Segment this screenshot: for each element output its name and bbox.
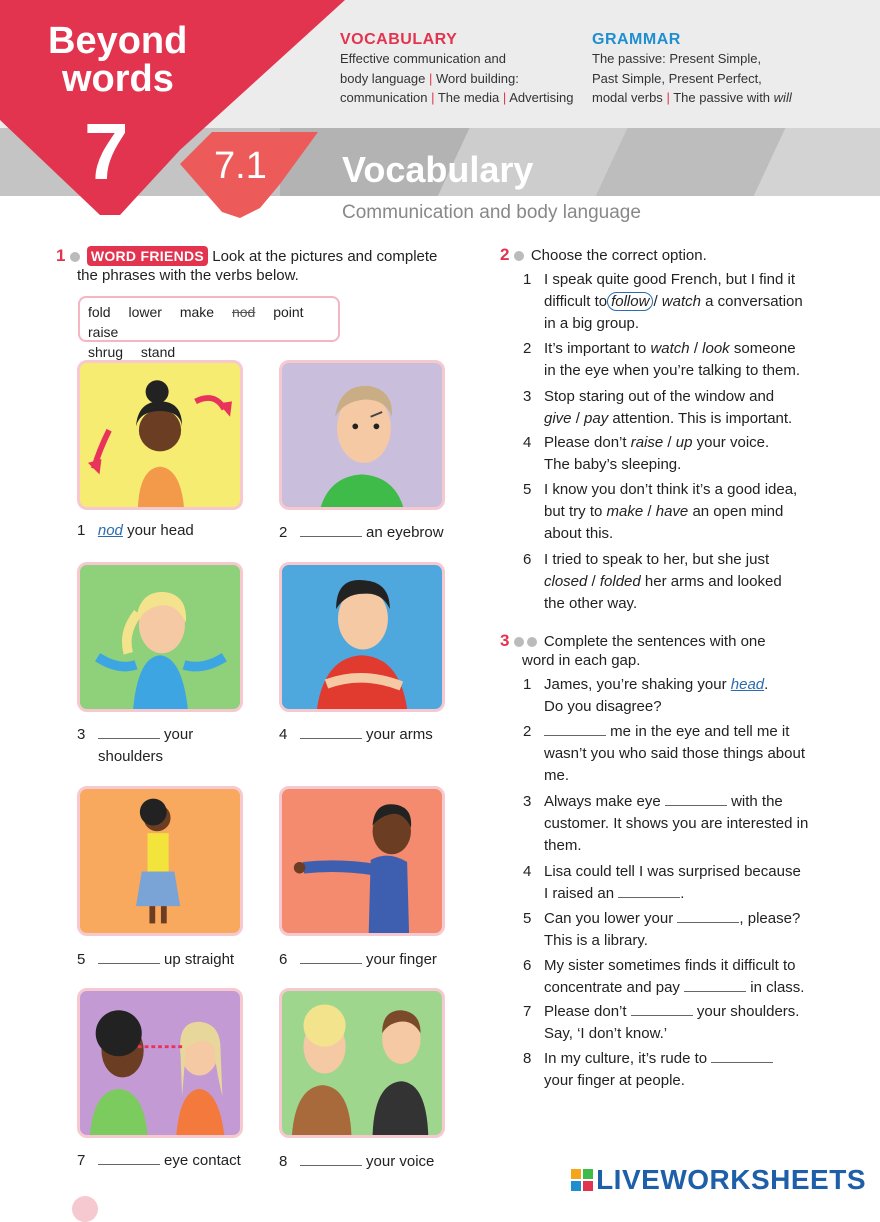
ex1-instruction-b: the phrases with the verbs below. bbox=[77, 267, 299, 284]
item-text: This is a library. bbox=[544, 932, 648, 949]
item-number: 2 bbox=[523, 723, 532, 740]
separator: | bbox=[502, 90, 507, 105]
word-lower: lower bbox=[128, 304, 162, 320]
answer-blank[interactable] bbox=[300, 950, 362, 964]
caption-number: 7 bbox=[77, 1152, 86, 1169]
item-text-part: Can you lower your bbox=[544, 910, 674, 927]
item-text: in the eye when you’re talking to them. bbox=[544, 362, 800, 379]
grammar-summary bbox=[592, 31, 842, 108]
item-text bbox=[544, 883, 834, 905]
item-text-part: her arms and looked bbox=[644, 573, 782, 590]
word-box bbox=[78, 296, 340, 360]
lesson-title: Vocabulary bbox=[342, 149, 534, 190]
option-raise[interactable]: raise bbox=[630, 434, 664, 451]
option-have[interactable]: have bbox=[655, 503, 689, 520]
item-text: My sister sometimes finds it difficult to bbox=[544, 957, 796, 974]
item-text-part: , please? bbox=[739, 910, 801, 927]
ex1-instruction bbox=[56, 246, 476, 267]
caption-text: your voice bbox=[366, 1153, 435, 1170]
grammar-topic: The passive with bbox=[673, 90, 771, 105]
difficulty-dot bbox=[527, 637, 537, 647]
item-text bbox=[544, 408, 834, 430]
grammar-body bbox=[592, 49, 842, 108]
vocab-line3 bbox=[340, 88, 580, 108]
vocab-topic: Word building: bbox=[435, 70, 519, 86]
caption-number: 5 bbox=[77, 951, 86, 968]
item-text: in a big group. bbox=[544, 315, 640, 332]
vocabulary-body bbox=[340, 49, 580, 108]
picture-lower-voice bbox=[279, 988, 445, 1138]
item-text: about this. bbox=[544, 525, 614, 542]
picture-eyebrow bbox=[279, 360, 445, 510]
item-text-part: I raised an bbox=[544, 885, 615, 902]
picture-stand-up-straight bbox=[77, 786, 243, 936]
brand-line2: words bbox=[62, 58, 174, 100]
answer-head[interactable]: head bbox=[730, 676, 765, 693]
ex2-instruction-text: Choose the correct option. bbox=[530, 247, 707, 264]
item-text bbox=[544, 674, 834, 696]
item-number: 1 bbox=[523, 676, 532, 693]
picture-point-finger bbox=[279, 786, 445, 936]
option-watch[interactable]: watch bbox=[650, 340, 690, 357]
item-text: Do you disagree? bbox=[544, 698, 662, 715]
ex2-item-6 bbox=[523, 549, 834, 615]
ex3-item-2 bbox=[523, 721, 844, 787]
ex1-number: 1 bbox=[56, 246, 66, 265]
option-folded[interactable]: folded bbox=[599, 573, 641, 590]
option-up[interactable]: up bbox=[675, 434, 693, 451]
ex3-item-4 bbox=[523, 861, 834, 905]
item-text: the other way. bbox=[544, 595, 638, 612]
item-text bbox=[544, 291, 834, 313]
item-number: 4 bbox=[523, 434, 532, 451]
answer-blank[interactable] bbox=[544, 722, 606, 736]
caption-number: 2 bbox=[279, 524, 288, 541]
item-text bbox=[544, 1001, 834, 1023]
item-number: 6 bbox=[523, 551, 532, 568]
caption-2 bbox=[279, 522, 459, 544]
ex3-item-3 bbox=[523, 791, 844, 857]
item-text bbox=[544, 977, 834, 999]
caption-text: your bbox=[164, 726, 194, 743]
brand-line1: Beyond bbox=[48, 20, 188, 62]
lesson-number: 7.1 bbox=[214, 145, 267, 187]
item-text-part: with the bbox=[731, 793, 783, 810]
item-number: 4 bbox=[523, 863, 532, 880]
item-text: I tried to speak to her, but she just bbox=[544, 551, 770, 568]
ex2-number: 2 bbox=[500, 245, 510, 264]
option-slash: / bbox=[653, 293, 658, 310]
option-look[interactable]: look bbox=[702, 340, 730, 357]
word-make: make bbox=[179, 304, 215, 320]
vocabulary-heading: VOCABULARY bbox=[340, 31, 458, 48]
item-text-part: Please don’t bbox=[544, 1003, 627, 1020]
caption-number: 6 bbox=[279, 951, 288, 968]
ex3-number: 3 bbox=[500, 631, 510, 650]
option-slash: / bbox=[647, 503, 652, 520]
item-text-part: . bbox=[680, 885, 685, 902]
picture-fold-arms bbox=[279, 562, 445, 712]
ex3-item-7 bbox=[523, 1001, 834, 1045]
answer-blank[interactable] bbox=[300, 1152, 362, 1166]
item-number: 2 bbox=[523, 340, 532, 357]
ex2-item-2 bbox=[523, 338, 834, 382]
item-number: 1 bbox=[523, 271, 532, 288]
picture-eye-contact bbox=[77, 988, 243, 1138]
brand-title bbox=[48, 22, 208, 98]
liveworksheets-logo[interactable] bbox=[571, 1164, 866, 1196]
caption-1 bbox=[77, 520, 257, 542]
item-number: 5 bbox=[523, 910, 532, 927]
vocab-topic: communication bbox=[340, 90, 428, 105]
caption-text: an eyebrow bbox=[366, 524, 444, 541]
item-text-part: your shoulders. bbox=[696, 1003, 800, 1020]
separator: | bbox=[428, 70, 433, 86]
answer-blank[interactable] bbox=[98, 725, 160, 739]
word-fold: fold bbox=[88, 304, 111, 320]
item-text bbox=[544, 571, 834, 593]
grammar-topic: will bbox=[773, 90, 792, 105]
item-text: me. bbox=[544, 767, 570, 784]
caption-5 bbox=[77, 949, 257, 971]
answer-blank[interactable] bbox=[300, 725, 362, 739]
option-pay[interactable]: pay bbox=[584, 410, 609, 427]
option-follow[interactable]: follow bbox=[607, 292, 653, 311]
caption-text: your head bbox=[127, 522, 194, 539]
item-number: 3 bbox=[523, 793, 532, 810]
caption-text: eye contact bbox=[164, 1152, 241, 1169]
vocab-line1: Effective communication and bbox=[340, 51, 506, 66]
item-text-part: someone bbox=[733, 340, 796, 357]
word-point: point bbox=[273, 304, 304, 320]
vocab-topic: The media bbox=[437, 90, 500, 105]
ex2-item-1 bbox=[523, 269, 834, 335]
item-text-part: an open mind bbox=[692, 503, 784, 520]
item-text bbox=[544, 908, 834, 930]
caption-7 bbox=[77, 1150, 257, 1172]
caption-number: 1 bbox=[77, 522, 86, 539]
ex3-instruction bbox=[500, 631, 860, 652]
item-text: I speak quite good French, but I find it bbox=[544, 271, 795, 288]
caption-4 bbox=[279, 724, 459, 746]
option-slash: / bbox=[693, 340, 698, 357]
difficulty-dot bbox=[514, 637, 524, 647]
item-text bbox=[544, 791, 844, 813]
grammar-heading: GRAMMAR bbox=[592, 31, 681, 48]
item-text-part: attention. This is important. bbox=[612, 410, 793, 427]
item-number: 7 bbox=[523, 1003, 532, 1020]
item-text-part: concentrate and pay bbox=[544, 979, 680, 996]
item-text: Say, ‘I don’t know.’ bbox=[544, 1025, 668, 1042]
difficulty-dot bbox=[514, 251, 524, 261]
caption-text: up straight bbox=[164, 951, 235, 968]
item-text: them. bbox=[544, 837, 582, 854]
ex2-item-3 bbox=[523, 386, 834, 430]
item-number: 8 bbox=[523, 1050, 532, 1067]
ex2-instruction bbox=[500, 245, 860, 266]
item-text-part: but try to bbox=[544, 503, 603, 520]
ex1-instruction-a: Look at the pictures and complete bbox=[212, 248, 438, 265]
answer-blank[interactable] bbox=[711, 1049, 773, 1063]
option-slash: / bbox=[591, 573, 596, 590]
ex2-item-5 bbox=[523, 479, 834, 545]
item-number: 6 bbox=[523, 957, 532, 974]
item-number: 3 bbox=[523, 388, 532, 405]
answer-blank[interactable] bbox=[98, 1151, 160, 1165]
item-text-part: in class. bbox=[750, 979, 805, 996]
vocab-topic: Advertising bbox=[509, 90, 574, 105]
item-text bbox=[544, 432, 834, 454]
item-text-part: In my culture, it’s rude to bbox=[544, 1050, 708, 1067]
option-watch[interactable]: watch bbox=[661, 293, 701, 310]
caption-8 bbox=[279, 1151, 459, 1173]
answer-blank[interactable] bbox=[677, 909, 739, 923]
separator: | bbox=[666, 90, 670, 105]
option-make[interactable]: make bbox=[606, 503, 644, 520]
caption-6 bbox=[279, 949, 459, 971]
unit-number: 7 bbox=[84, 107, 129, 196]
grammar-line1: The passive: Present Simple, bbox=[592, 51, 762, 66]
item-text: The baby’s sleeping. bbox=[544, 456, 682, 473]
ex3-item-5 bbox=[523, 908, 834, 952]
vocab-topic: body language bbox=[340, 70, 426, 86]
item-text-part: . bbox=[764, 676, 769, 693]
item-number: 5 bbox=[523, 481, 532, 498]
option-slash: / bbox=[575, 410, 580, 427]
option-closed[interactable]: closed bbox=[544, 573, 588, 590]
caption-number: 8 bbox=[279, 1153, 288, 1170]
page-corner-decoration bbox=[72, 1196, 98, 1222]
logo-text: LIVEWORKSHEETS bbox=[596, 1164, 866, 1195]
word-shrug: shrug bbox=[88, 344, 124, 360]
item-text: Lisa could tell I was surprised because bbox=[544, 863, 801, 880]
caption-text: your finger bbox=[366, 951, 437, 968]
item-text-part: Please don’t bbox=[544, 434, 627, 451]
caption-number: 4 bbox=[279, 726, 288, 743]
option-give[interactable]: give bbox=[544, 410, 572, 427]
item-text-part: a conversation bbox=[705, 293, 803, 310]
caption-text: your arms bbox=[366, 726, 433, 743]
item-text-part: me in the eye and tell me it bbox=[610, 723, 790, 740]
caption-number: 3 bbox=[77, 726, 86, 743]
item-text-part: your voice. bbox=[696, 434, 770, 451]
answer-blank[interactable] bbox=[631, 1002, 693, 1016]
answer-blank[interactable] bbox=[618, 884, 680, 898]
item-text-part: difficult to bbox=[544, 293, 608, 310]
grammar-topic: modal verbs bbox=[592, 90, 663, 105]
item-text-part: James, you’re shaking your bbox=[544, 676, 727, 693]
vocabulary-summary bbox=[340, 31, 580, 108]
option-slash: / bbox=[667, 434, 672, 451]
grammar-line3 bbox=[592, 88, 842, 108]
ex2-item-4 bbox=[523, 432, 834, 476]
answer-blank[interactable] bbox=[665, 792, 727, 806]
answer-blank[interactable] bbox=[300, 523, 362, 537]
item-text: your finger at people. bbox=[544, 1072, 685, 1089]
ex3-item-8 bbox=[523, 1048, 834, 1092]
ex3-instruction-text: Complete the sentences with one bbox=[543, 633, 766, 650]
word-nod: nod bbox=[231, 304, 256, 320]
answer-nod[interactable]: nod bbox=[97, 522, 123, 539]
word-stand: stand bbox=[140, 344, 176, 360]
word-friends-badge: WORD FRIENDS bbox=[87, 246, 208, 266]
item-text-part: It’s important to bbox=[544, 340, 647, 357]
ex3-item-6 bbox=[523, 955, 834, 999]
difficulty-dot bbox=[70, 252, 80, 262]
grammar-line2: Past Simple, Present Perfect, bbox=[592, 70, 762, 86]
picture-nod bbox=[77, 360, 243, 510]
separator: | bbox=[431, 90, 435, 105]
item-text-part: Always make eye bbox=[544, 793, 661, 810]
caption-3 bbox=[77, 724, 217, 768]
vocab-line2 bbox=[340, 69, 580, 89]
item-text: Stop staring out of the window and bbox=[544, 388, 775, 405]
picture-shrug bbox=[77, 562, 243, 712]
item-text bbox=[544, 721, 844, 743]
item-text: wasn’t you who said those things about bbox=[544, 745, 805, 762]
item-text bbox=[544, 1048, 834, 1070]
item-text: I know you don’t think it’s a good idea, bbox=[544, 481, 798, 498]
ex3-instruction-b: word in each gap. bbox=[522, 652, 641, 669]
answer-blank[interactable] bbox=[98, 950, 160, 964]
caption-text: shoulders bbox=[98, 748, 164, 765]
liveworksheets-icon bbox=[571, 1169, 593, 1191]
lesson-subtitle: Communication and body language bbox=[342, 202, 641, 223]
word-raise: raise bbox=[88, 324, 119, 340]
item-text bbox=[544, 338, 834, 360]
item-text: customer. It shows you are interested in bbox=[544, 815, 809, 832]
answer-blank[interactable] bbox=[684, 978, 746, 992]
ex3-item-1 bbox=[523, 674, 834, 718]
item-text bbox=[544, 501, 834, 523]
